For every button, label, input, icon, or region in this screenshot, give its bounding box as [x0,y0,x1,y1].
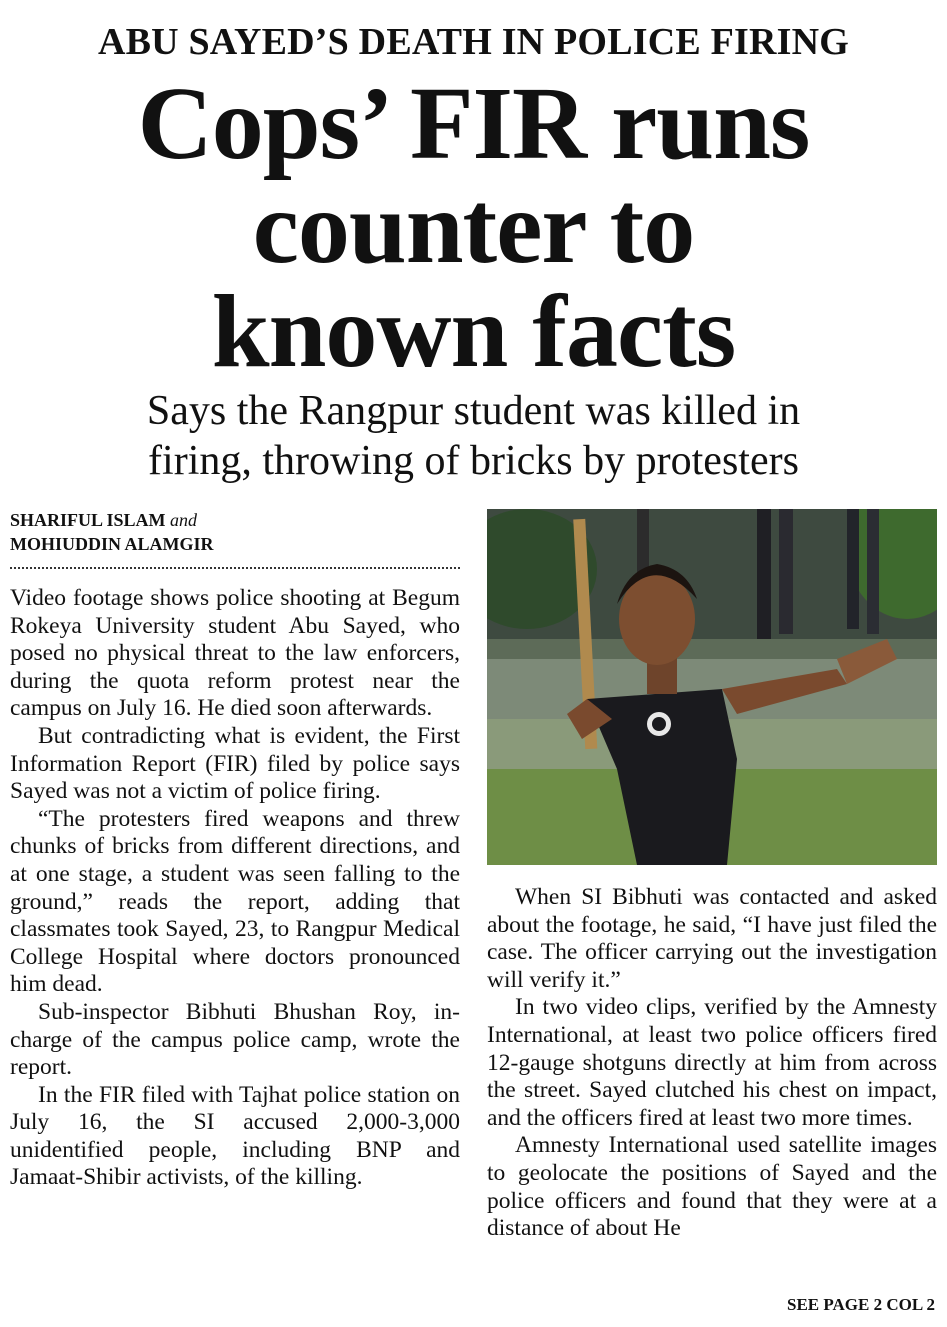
deck-line: Says the Rangpur student was killed in [146,388,801,434]
article-paragraph: But contradicting what is evident, the First Information Report (FIR) filed by police says Sayed was not a victim of police firing. [10,722,460,805]
news-photo [487,509,937,865]
article-paragraph: “The protesters fired weapons and threw chunks of bricks from different directions, and at one stage, a student was seen falling to the ground,” reads the report, adding that classmates took Sayed, 23, to Rangpur Medical College Hospital where doctors pronounced him dead. [10,805,460,998]
article-column-right [487,884,937,1243]
article-column-left [10,585,460,1192]
byline [10,508,460,556]
article-paragraph: Sub-inspector Bibhuti Bhushan Roy, in-charge of the campus police camp, wrote the report. [10,998,460,1081]
article-paragraph: In the FIR filed with Tajhat police station on July 16, the SI accused 2,000-3,000 unidentified people, including BNP and Jamaat-Shibir activists, of the killing. [10,1081,460,1191]
byline-divider [10,567,460,569]
byline-author: MOHIUDDIN ALAMGIR [10,534,214,554]
byline-author: SHARIFUL ISLAM [10,510,166,530]
byline-conjunction: and [170,510,198,530]
article-paragraph: Amnesty International used satellite images to geolocate the positions of Sayed and the police officers and found that they were at a distance of about He [487,1132,937,1242]
kicker: ABU SAYED’S DEATH IN POLICE FIRING [97,21,850,63]
headline [0,66,947,389]
deck-line: firing, throwing of bricks by protesters [148,438,799,484]
continuation-reference: SEE PAGE 2 COL 2 [787,1295,935,1314]
article-paragraph: Video footage shows police shooting at Begum Rokeya University student Abu Sayed, who posed no physical threat to the law enforcers, during the quota reform protest near the campus on July 16. He died soon afterwards. [10,585,460,722]
article-paragraph: In two video clips, verified by the Amnesty International, at least two police officers fired 12-gauge shotguns directly at him from across the street. Sayed clutched his chest on impact, and the officers fired at least two more times. [487,994,937,1131]
headline-line: counter to [252,170,695,285]
deck [0,386,947,486]
article-paragraph: When SI Bibhuti was contacted and asked about the footage, he said, “I have just filed the case. The officer carrying out the investigation will verify it.” [487,884,937,993]
headline-line: known facts [211,274,736,389]
headline-line: Cops’ FIR runs [137,66,810,181]
